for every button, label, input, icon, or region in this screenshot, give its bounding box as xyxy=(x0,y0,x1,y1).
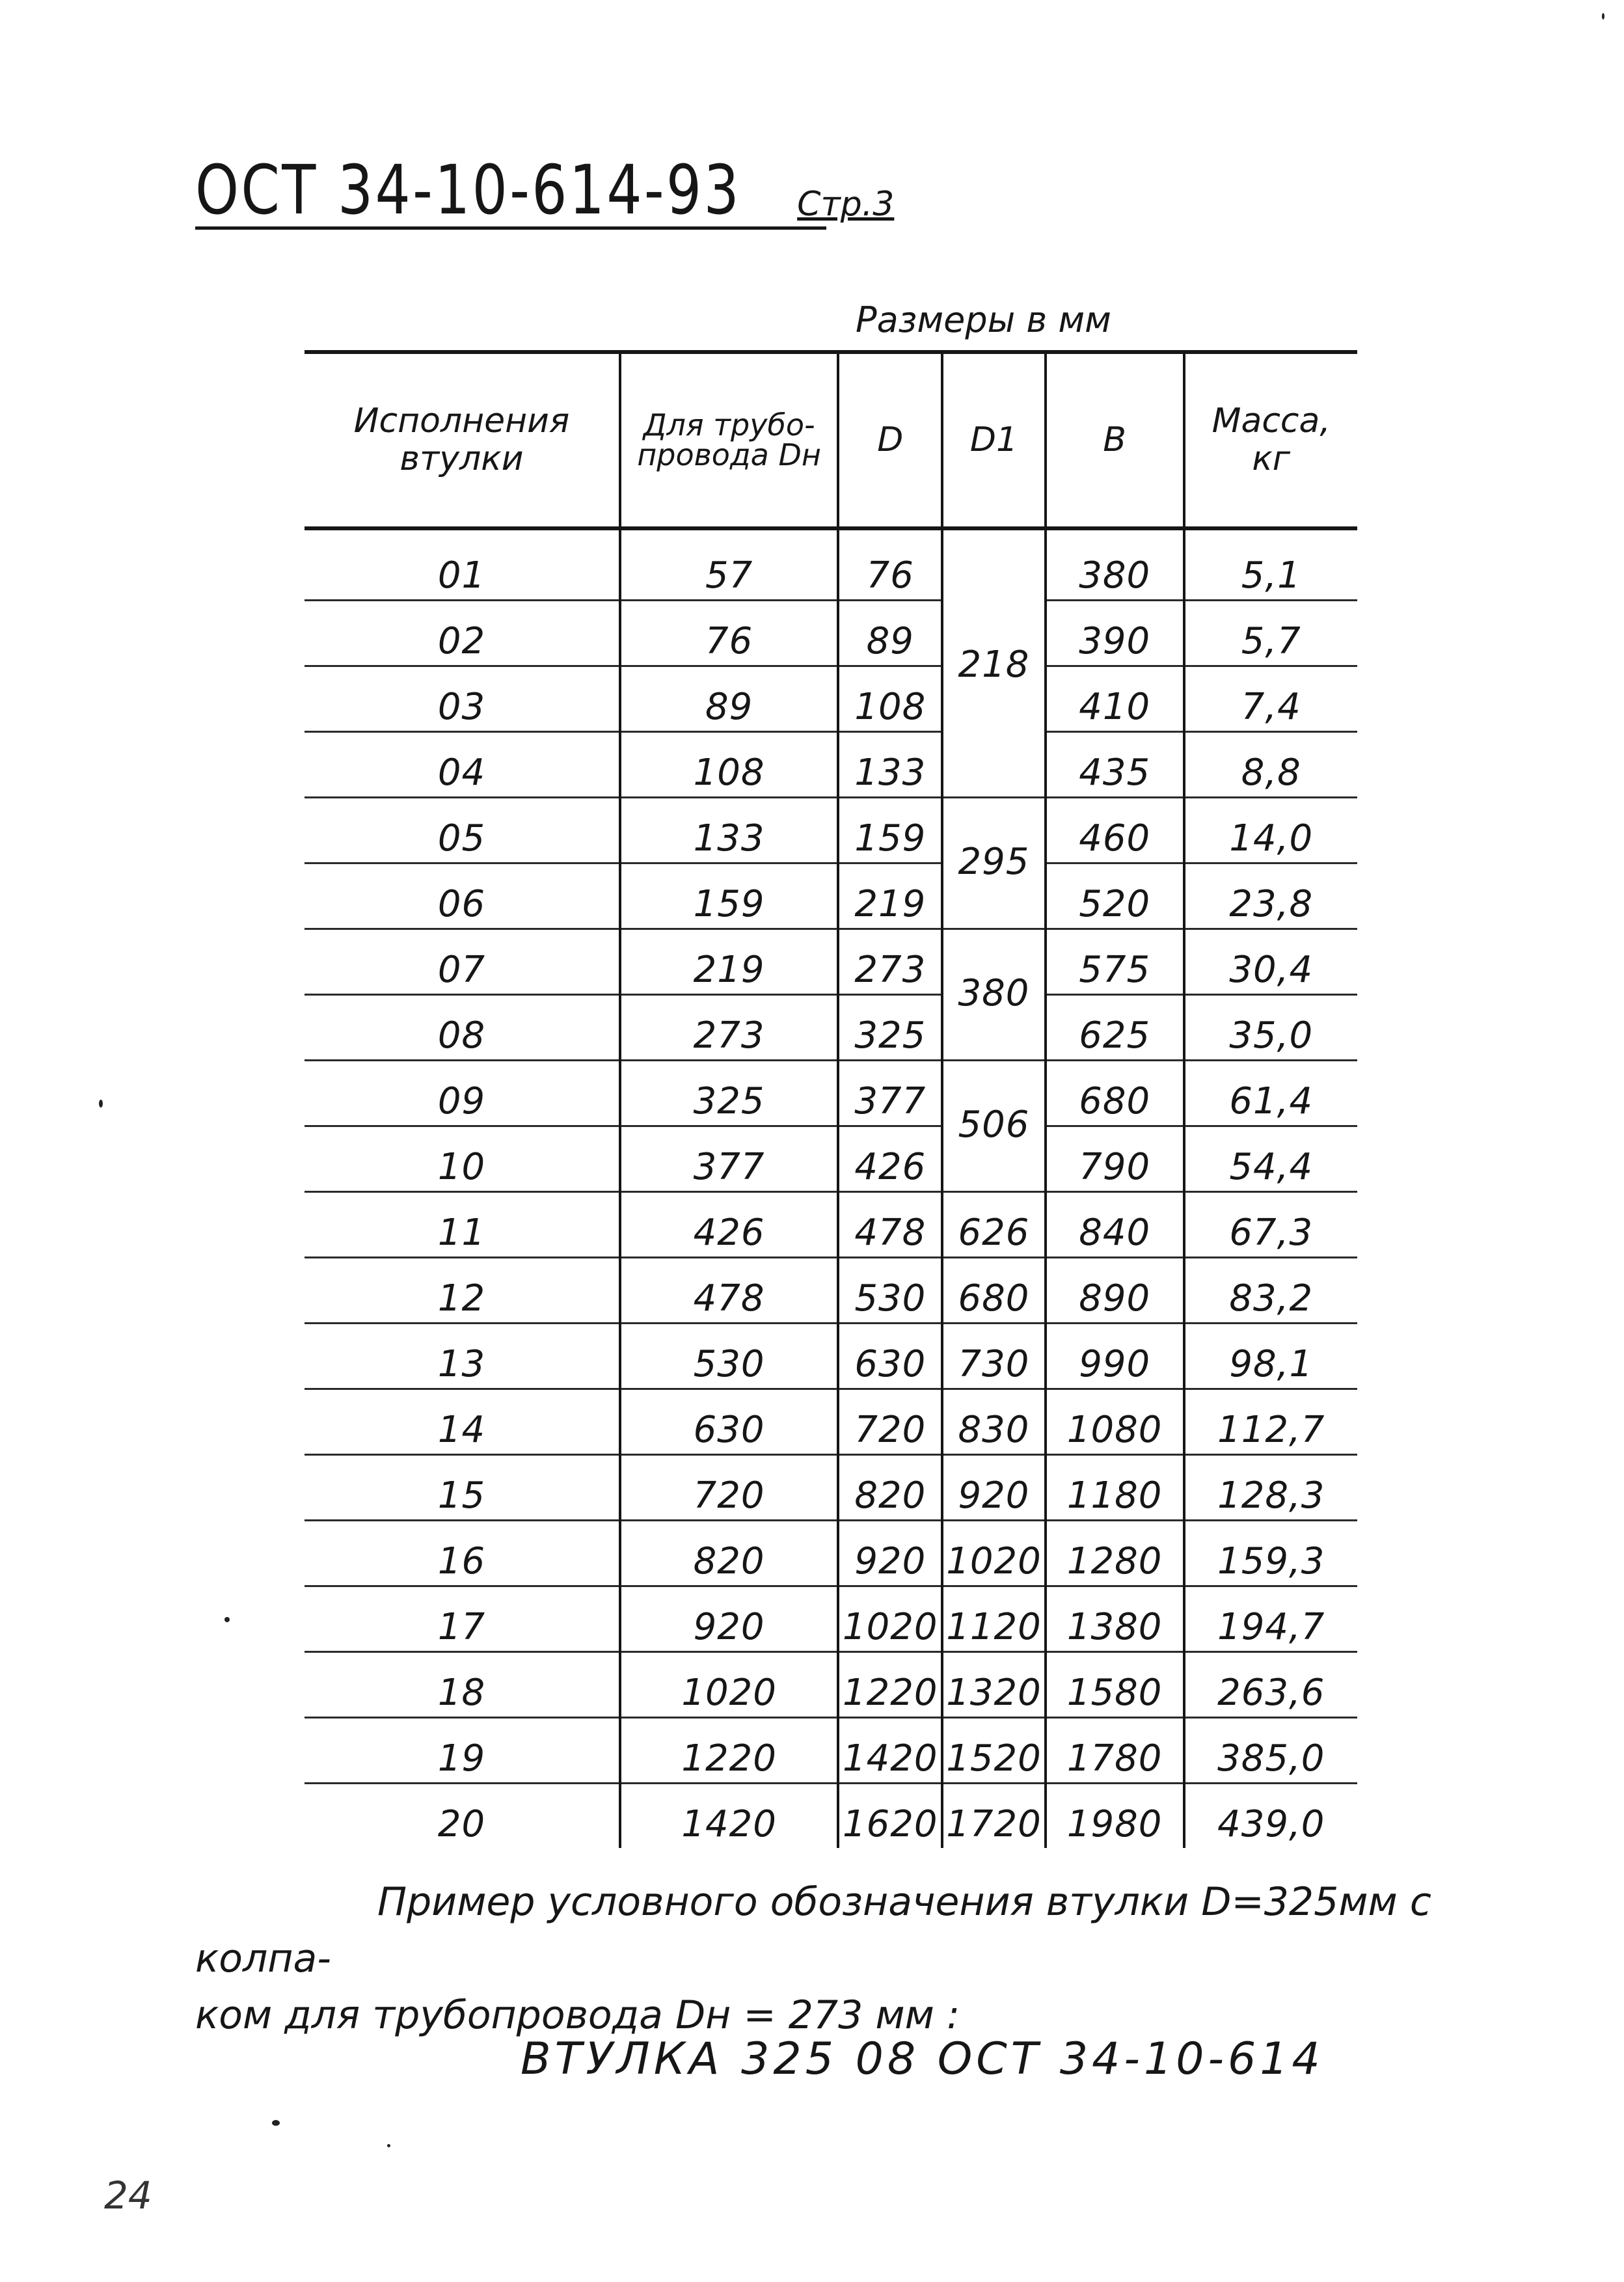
table-row xyxy=(304,1258,1357,1324)
cell-variant: 16 xyxy=(304,1521,620,1586)
cell-mass: 5,1 xyxy=(1184,528,1357,601)
cell-b: 1980 xyxy=(1046,1784,1184,1849)
cell-d1: 1120 xyxy=(942,1586,1046,1652)
cell-mass: 194,7 xyxy=(1184,1586,1357,1652)
cell-b: 1780 xyxy=(1046,1718,1184,1784)
cell-mass: 98,1 xyxy=(1184,1324,1357,1389)
cell-d: 530 xyxy=(838,1258,942,1324)
cell-pipe: 325 xyxy=(620,1061,838,1126)
standard-code: ОСТ 34-10-614-93 xyxy=(195,150,741,230)
cell-d: 325 xyxy=(838,995,942,1061)
cell-pipe: 57 xyxy=(620,528,838,601)
cell-d: 1420 xyxy=(838,1718,942,1784)
cell-pipe: 920 xyxy=(620,1586,838,1652)
scan-speck xyxy=(387,2144,390,2147)
table-row xyxy=(304,1652,1357,1718)
cell-variant: 18 xyxy=(304,1652,620,1718)
cell-pipe: 1420 xyxy=(620,1784,838,1849)
cell-mass: 159,3 xyxy=(1184,1521,1357,1586)
cell-variant: 06 xyxy=(304,863,620,929)
cell-variant: 17 xyxy=(304,1586,620,1652)
cell-pipe: 630 xyxy=(620,1389,838,1455)
table-row xyxy=(304,732,1357,798)
cell-mass: 128,3 xyxy=(1184,1455,1357,1521)
cell-d1: 626 xyxy=(942,1192,1046,1258)
table-row xyxy=(304,929,1357,995)
cell-d: 89 xyxy=(838,601,942,666)
header-pipe: Для трубо-провода Dн xyxy=(620,352,838,528)
cell-d: 720 xyxy=(838,1389,942,1455)
cell-pipe: 76 xyxy=(620,601,838,666)
cell-pipe: 133 xyxy=(620,798,838,863)
cell-mass: 23,8 xyxy=(1184,863,1357,929)
cell-d1: 920 xyxy=(942,1455,1046,1521)
cell-variant: 14 xyxy=(304,1389,620,1455)
table-row xyxy=(304,1718,1357,1784)
cell-mass: 5,7 xyxy=(1184,601,1357,666)
table-row xyxy=(304,528,1357,601)
table-row xyxy=(304,995,1357,1061)
cell-mass: 54,4 xyxy=(1184,1126,1357,1192)
cell-d: 108 xyxy=(838,666,942,732)
page-label: Стр.3 xyxy=(797,185,895,224)
cell-b: 990 xyxy=(1046,1324,1184,1389)
cell-d: 377 xyxy=(838,1061,942,1126)
cell-d: 1020 xyxy=(838,1586,942,1652)
cell-b: 1180 xyxy=(1046,1455,1184,1521)
header-d: D xyxy=(838,352,942,528)
cell-pipe: 1020 xyxy=(620,1652,838,1718)
cell-variant: 12 xyxy=(304,1258,620,1324)
scan-speck xyxy=(99,1100,103,1107)
header-mass: Масса, кг xyxy=(1184,352,1357,528)
cell-pipe: 108 xyxy=(620,732,838,798)
cell-d1: 1720 xyxy=(942,1784,1046,1849)
cell-mass: 7,4 xyxy=(1184,666,1357,732)
cell-pipe: 159 xyxy=(620,863,838,929)
cell-mass: 30,4 xyxy=(1184,929,1357,995)
cell-d: 76 xyxy=(838,528,942,601)
cell-d1: 1020 xyxy=(942,1521,1046,1586)
scan-speck xyxy=(272,2120,280,2126)
cell-d: 426 xyxy=(838,1126,942,1192)
cell-pipe: 377 xyxy=(620,1126,838,1192)
cell-pipe: 426 xyxy=(620,1192,838,1258)
header-d1: D1 xyxy=(942,352,1046,528)
page-number: 24 xyxy=(104,2173,152,2218)
cell-pipe: 478 xyxy=(620,1258,838,1324)
header-variant: Исполнения втулки xyxy=(304,352,620,528)
cell-b: 460 xyxy=(1046,798,1184,863)
cell-b: 890 xyxy=(1046,1258,1184,1324)
header-b: В xyxy=(1046,352,1184,528)
cell-pipe: 720 xyxy=(620,1455,838,1521)
scan-speck xyxy=(1602,13,1604,20)
cell-variant: 03 xyxy=(304,666,620,732)
table-row xyxy=(304,1389,1357,1455)
cell-d1: 218 xyxy=(942,528,1046,798)
cell-b: 435 xyxy=(1046,732,1184,798)
cell-mass: 67,3 xyxy=(1184,1192,1357,1258)
cell-b: 520 xyxy=(1046,863,1184,929)
cell-b: 575 xyxy=(1046,929,1184,995)
units-note: Размеры в мм xyxy=(856,299,1111,340)
cell-mass: 14,0 xyxy=(1184,798,1357,863)
cell-mass: 385,0 xyxy=(1184,1718,1357,1784)
cell-d: 1620 xyxy=(838,1784,942,1849)
cell-pipe: 1220 xyxy=(620,1718,838,1784)
document-header xyxy=(195,150,895,230)
table-row xyxy=(304,1126,1357,1192)
cell-mass: 112,7 xyxy=(1184,1389,1357,1455)
table-row xyxy=(304,798,1357,863)
cell-b: 1380 xyxy=(1046,1586,1184,1652)
designation-example-note xyxy=(195,1874,1483,2044)
cell-mass: 439,0 xyxy=(1184,1784,1357,1849)
cell-b: 680 xyxy=(1046,1061,1184,1126)
table-row xyxy=(304,1061,1357,1126)
cell-variant: 02 xyxy=(304,601,620,666)
scan-speck xyxy=(224,1617,230,1622)
cell-variant: 07 xyxy=(304,929,620,995)
cell-b: 840 xyxy=(1046,1192,1184,1258)
cell-d1: 730 xyxy=(942,1324,1046,1389)
cell-d1: 1320 xyxy=(942,1652,1046,1718)
cell-mass: 35,0 xyxy=(1184,995,1357,1061)
cell-variant: 10 xyxy=(304,1126,620,1192)
cell-variant: 08 xyxy=(304,995,620,1061)
cell-b: 790 xyxy=(1046,1126,1184,1192)
cell-variant: 01 xyxy=(304,528,620,601)
cell-d: 273 xyxy=(838,929,942,995)
cell-d1: 380 xyxy=(942,929,1046,1061)
cell-variant: 19 xyxy=(304,1718,620,1784)
cell-d: 630 xyxy=(838,1324,942,1389)
cell-d: 159 xyxy=(838,798,942,863)
table-row xyxy=(304,1784,1357,1849)
table-row xyxy=(304,863,1357,929)
table-row xyxy=(304,666,1357,732)
cell-d1: 680 xyxy=(942,1258,1046,1324)
cell-variant: 11 xyxy=(304,1192,620,1258)
cell-pipe: 820 xyxy=(620,1521,838,1586)
cell-pipe: 219 xyxy=(620,929,838,995)
cell-variant: 15 xyxy=(304,1455,620,1521)
cell-mass: 61,4 xyxy=(1184,1061,1357,1126)
note-line-1: Пример условного обозначения втулки D=325мм с колпа- xyxy=(195,1879,1431,1981)
table-row xyxy=(304,1324,1357,1389)
designation-example: ВТУЛКА 325 08 ОСТ 34-10-614 xyxy=(521,2033,1324,2085)
table-row xyxy=(304,1455,1357,1521)
table-row xyxy=(304,1192,1357,1258)
cell-b: 1580 xyxy=(1046,1652,1184,1718)
cell-pipe: 530 xyxy=(620,1324,838,1389)
cell-b: 380 xyxy=(1046,528,1184,601)
cell-b: 625 xyxy=(1046,995,1184,1061)
cell-variant: 04 xyxy=(304,732,620,798)
cell-pipe: 273 xyxy=(620,995,838,1061)
cell-b: 1280 xyxy=(1046,1521,1184,1586)
table-row xyxy=(304,601,1357,666)
dimensions-table xyxy=(304,350,1357,1848)
note-line-2: ком для трубопровода Dн = 273 мм : xyxy=(195,1992,960,2038)
cell-d: 1220 xyxy=(838,1652,942,1718)
cell-d1: 506 xyxy=(942,1061,1046,1192)
cell-d1: 295 xyxy=(942,798,1046,929)
cell-b: 1080 xyxy=(1046,1389,1184,1455)
cell-b: 390 xyxy=(1046,601,1184,666)
cell-d1: 830 xyxy=(942,1389,1046,1455)
cell-d: 219 xyxy=(838,863,942,929)
cell-mass: 83,2 xyxy=(1184,1258,1357,1324)
cell-variant: 09 xyxy=(304,1061,620,1126)
cell-variant: 13 xyxy=(304,1324,620,1389)
cell-b: 410 xyxy=(1046,666,1184,732)
cell-d: 478 xyxy=(838,1192,942,1258)
cell-mass: 263,6 xyxy=(1184,1652,1357,1718)
cell-mass: 8,8 xyxy=(1184,732,1357,798)
cell-d: 820 xyxy=(838,1455,942,1521)
table-row xyxy=(304,1586,1357,1652)
table-header-row xyxy=(304,352,1357,528)
cell-variant: 20 xyxy=(304,1784,620,1849)
cell-pipe: 89 xyxy=(620,666,838,732)
cell-d1: 1520 xyxy=(942,1718,1046,1784)
table-row xyxy=(304,1521,1357,1586)
cell-variant: 05 xyxy=(304,798,620,863)
cell-d: 920 xyxy=(838,1521,942,1586)
cell-d: 133 xyxy=(838,732,942,798)
